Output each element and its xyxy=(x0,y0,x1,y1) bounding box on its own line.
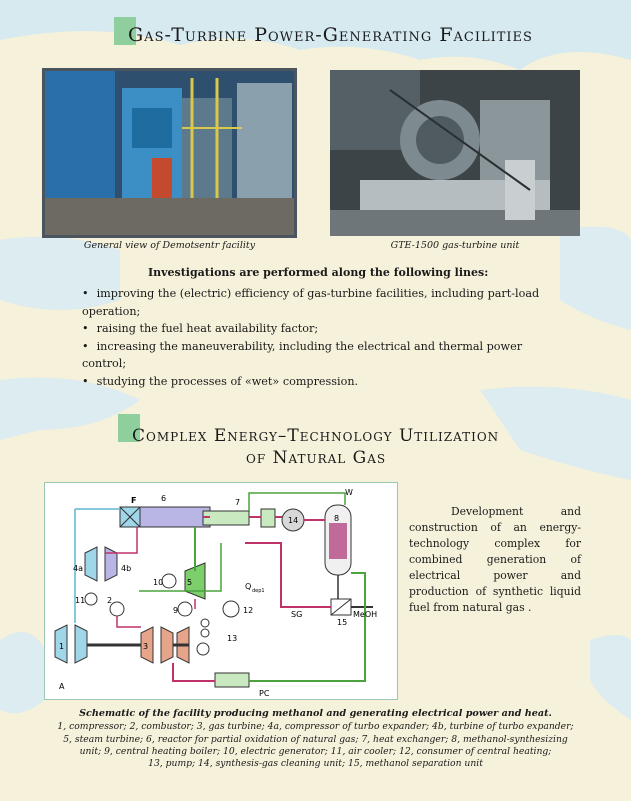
complex-description xyxy=(409,504,581,616)
schematic-caption-line: 13, pump; 14, synthesis-gas cleaning unit; 15, methanol separation unit xyxy=(148,758,483,770)
label-SG: SG xyxy=(291,610,303,619)
photo-caption-left: General view of Demotsentr facility xyxy=(83,240,256,251)
label-6: 6 xyxy=(161,494,167,503)
label-PC: PC xyxy=(259,689,270,698)
label-4b: 4b xyxy=(121,564,132,573)
section-title-line1: Complex Energy–Technology Utilization xyxy=(132,426,500,446)
label-10: 10 xyxy=(153,578,164,587)
label-11: 11 xyxy=(75,596,86,605)
schematic-caption-line: unit; 9, central heating boiler; 10, electric generator; 11, air cooler; 12, consumer of central heating; xyxy=(79,745,552,757)
photo-caption-right: GTE-1500 gas-turbine unit xyxy=(390,240,520,251)
label-Q: Q xyxy=(245,582,252,591)
label-15: 15 xyxy=(337,618,348,627)
label-F: F xyxy=(131,496,137,505)
label-4a: 4a xyxy=(73,564,83,573)
label-2: 2 xyxy=(107,596,113,605)
list-item: • improving the (electric) efficiency of gas-turbine facilities, including part-load operation; xyxy=(82,285,562,320)
compressor-4a xyxy=(85,547,97,581)
schematic-caption xyxy=(0,708,631,770)
label-13: 13 xyxy=(227,634,238,643)
schematic-caption-title: Schematic of the facility producing methanol and generating electrical power and heat. xyxy=(79,708,552,719)
label-MeOH: MeOH xyxy=(353,610,378,619)
complex-description-text: Development and construction of an energy-technology complex for combined generation of electrical power and production of synthetic liquid fuel from natural gas . xyxy=(409,505,581,614)
schematic-caption-line: 1, compressor; 2, combustor; 3, gas turbine; 4a, compressor of turbo expander; 4b, turbine of turbo expander; xyxy=(57,721,574,733)
investigations-list xyxy=(82,285,562,391)
investigations-lead: Investigations are performed along the following lines: xyxy=(148,266,489,279)
label-3: 3 xyxy=(143,642,149,651)
list-item: • studying the processes of «wet» compression. xyxy=(82,373,562,391)
label-A: A xyxy=(59,682,65,691)
label-1: 1 xyxy=(59,642,65,651)
combustor-2 xyxy=(110,602,124,616)
label-5: 5 xyxy=(187,578,193,587)
schematic-svg xyxy=(45,483,397,699)
label-9: 9 xyxy=(173,606,179,615)
photo-demotsentr-facility xyxy=(42,68,297,238)
label-14: 14 xyxy=(288,516,299,525)
label-8: 8 xyxy=(334,514,340,523)
section-title-gas-turbine: Gas-Turbine Power-Generating Facilities xyxy=(128,24,533,46)
label-Q-sub: dep1 xyxy=(252,588,265,594)
list-item: • increasing the maneuverability, including the electrical and thermal power control; xyxy=(82,338,562,373)
label-W: W xyxy=(345,488,353,497)
label-12: 12 xyxy=(243,606,254,615)
photo-gte1500-unit xyxy=(330,70,580,236)
turbine-4b xyxy=(105,547,117,581)
label-7: 7 xyxy=(235,498,241,507)
schematic-caption-line: 5, steam turbine; 6, reactor for partial oxidation of natural gas; 7, heat exchanger; 8, methanol-synthesizing xyxy=(63,733,568,745)
facility-schematic xyxy=(44,482,398,700)
list-item: • raising the fuel heat availability factor; xyxy=(82,320,562,338)
section-title-line2: of Natural Gas xyxy=(246,448,387,468)
